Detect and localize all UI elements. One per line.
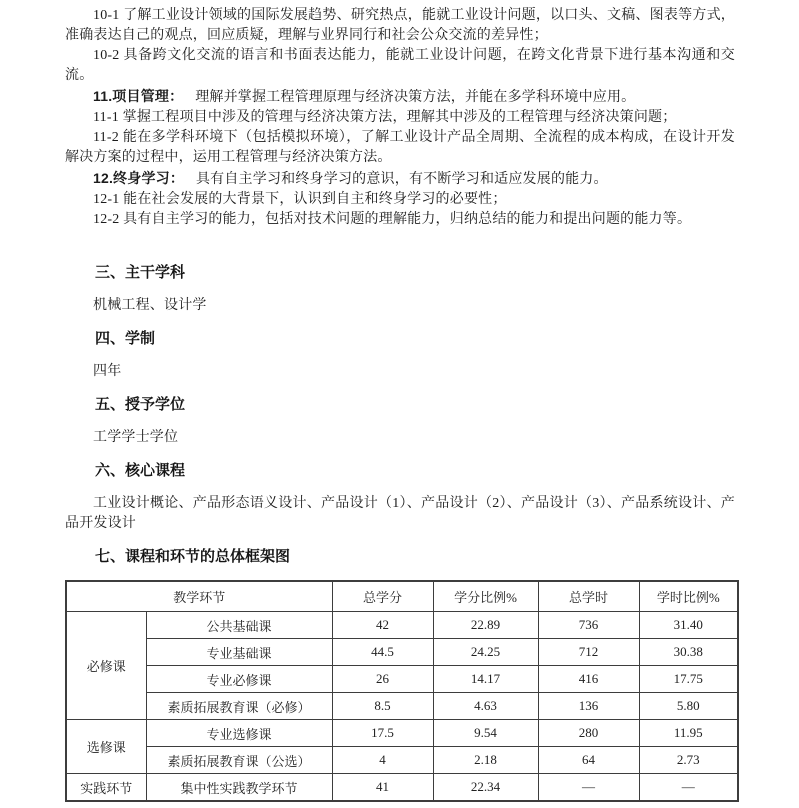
cell-hours: — bbox=[538, 774, 639, 802]
cell-credits: 17.5 bbox=[332, 720, 433, 747]
paragraph-10-2: 10-2 具备跨文化交流的语言和书面表达能力，能就工业设计问题，在跨文化背景下进行基本沟通和交流。 bbox=[65, 48, 735, 83]
cell-credit-pct: 22.34 bbox=[433, 774, 538, 802]
cell-credits: 4 bbox=[332, 747, 433, 774]
cell-hours: 712 bbox=[538, 639, 639, 666]
section-body-duration: 四年 bbox=[93, 364, 122, 379]
section-body-core-courses: 工业设计概论、产品形态语义设计、产品设计（1）、产品设计（2）、产品设计（3）、产品系统设计、产品开发设计 bbox=[65, 496, 735, 531]
cell-hours: 136 bbox=[538, 693, 639, 720]
group-cell-elective: 选修课 bbox=[66, 720, 146, 774]
term-label-lifelong-learning: 12.终身学习： bbox=[93, 170, 185, 186]
cell-hour-pct: 11.95 bbox=[639, 720, 738, 747]
paragraph-11-2: 11-2 能在多学科环境下（包括模拟环境），了解工业设计产品全周期、全流程的成本构成，在设计开发解决方案的过程中，运用工程管理与经济决策方法。 bbox=[65, 130, 735, 165]
cell-credit-pct: 22.89 bbox=[433, 612, 538, 639]
term-text-lifelong-learning: 具有自主学习和终身学习的意识，有不断学习和适应发展的能力。 bbox=[195, 172, 608, 187]
cell-credits: 41 bbox=[332, 774, 433, 802]
paragraph-11-1: 11-1 掌握工程项目中涉及的管理与经济决策方法，理解其中涉及的工程管理与经济决策问题； bbox=[93, 110, 677, 125]
table-row bbox=[66, 666, 738, 693]
cell-credit-pct: 4.63 bbox=[433, 693, 538, 720]
table-row bbox=[66, 639, 738, 666]
cell-hour-pct: 2.73 bbox=[639, 747, 738, 774]
table-header-row bbox=[66, 581, 738, 612]
section-heading-main-disciplines: 三、主干学科 bbox=[95, 264, 186, 281]
header-cell-hour-pct: 学时比例% bbox=[639, 581, 738, 612]
cell-hour-pct: 30.38 bbox=[639, 639, 738, 666]
paragraph-12-1: 12-1 能在社会发展的大背景下，认识到自主和终身学习的必要性； bbox=[93, 192, 507, 207]
section-body-main-disciplines: 机械工程、设计学 bbox=[93, 298, 207, 313]
cell-category: 专业必修课 bbox=[146, 666, 332, 693]
table-row bbox=[66, 747, 738, 774]
cell-category: 专业基础课 bbox=[146, 639, 332, 666]
cell-credits: 8.5 bbox=[332, 693, 433, 720]
cell-category: 素质拓展教育课（必修） bbox=[146, 693, 332, 720]
cell-category: 素质拓展教育课（公选） bbox=[146, 747, 332, 774]
term-text-project-management: 理解并掌握工程管理原理与经济决策方法，并能在多学科环境中应用。 bbox=[195, 90, 636, 105]
cell-credits: 44.5 bbox=[332, 639, 433, 666]
cell-hours: 280 bbox=[538, 720, 639, 747]
cell-hours: 64 bbox=[538, 747, 639, 774]
cell-hours: 736 bbox=[538, 612, 639, 639]
table-row bbox=[66, 693, 738, 720]
cell-category: 集中性实践教学环节 bbox=[146, 774, 332, 802]
paragraph-12-2: 12-2 具有自主学习的能力，包括对技术问题的理解能力，归纳总结的能力和提出问题的能力等。 bbox=[93, 212, 692, 227]
cell-hour-pct: — bbox=[639, 774, 738, 802]
cell-hours: 416 bbox=[538, 666, 639, 693]
cell-category: 专业选修课 bbox=[146, 720, 332, 747]
section-heading-degree: 五、授予学位 bbox=[95, 396, 186, 413]
header-cell-credit-pct: 学分比例% bbox=[433, 581, 538, 612]
table-row bbox=[66, 612, 738, 639]
cell-hour-pct: 5.80 bbox=[639, 693, 738, 720]
section-heading-duration: 四、学制 bbox=[95, 330, 156, 347]
header-cell-total-hours: 总学时 bbox=[538, 581, 639, 612]
paragraph-11 bbox=[65, 86, 735, 108]
cell-credits: 26 bbox=[332, 666, 433, 693]
cell-category: 公共基础课 bbox=[146, 612, 332, 639]
header-cell-total-credits: 总学分 bbox=[332, 581, 433, 612]
section-body-degree: 工学学士学位 bbox=[93, 430, 179, 445]
group-cell-required: 必修课 bbox=[66, 612, 146, 720]
table-row bbox=[66, 774, 738, 802]
cell-hour-pct: 31.40 bbox=[639, 612, 738, 639]
section-heading-framework: 七、课程和环节的总体框架图 bbox=[95, 548, 291, 565]
section-heading-core-courses: 六、核心课程 bbox=[95, 462, 186, 479]
group-cell-practice: 实践环节 bbox=[66, 774, 146, 802]
cell-credit-pct: 14.17 bbox=[433, 666, 538, 693]
paragraph-12 bbox=[65, 168, 735, 190]
table-row bbox=[66, 720, 738, 747]
cell-hour-pct: 17.75 bbox=[639, 666, 738, 693]
cell-credit-pct: 9.54 bbox=[433, 720, 538, 747]
cell-credits: 42 bbox=[332, 612, 433, 639]
header-cell-teaching-env: 教学环节 bbox=[66, 581, 332, 612]
cell-credit-pct: 2.18 bbox=[433, 747, 538, 774]
curriculum-framework-table bbox=[65, 580, 739, 802]
paragraph-10-1: 10-1 了解工业设计领域的国际发展趋势、研究热点，能就工业设计问题，以口头、文稿、图表等方式，准确表达自己的观点，回应质疑，理解与业界同行和社会公众交流的差异性； bbox=[65, 8, 735, 43]
cell-credit-pct: 24.25 bbox=[433, 639, 538, 666]
term-label-project-management: 11.项目管理： bbox=[93, 88, 184, 104]
